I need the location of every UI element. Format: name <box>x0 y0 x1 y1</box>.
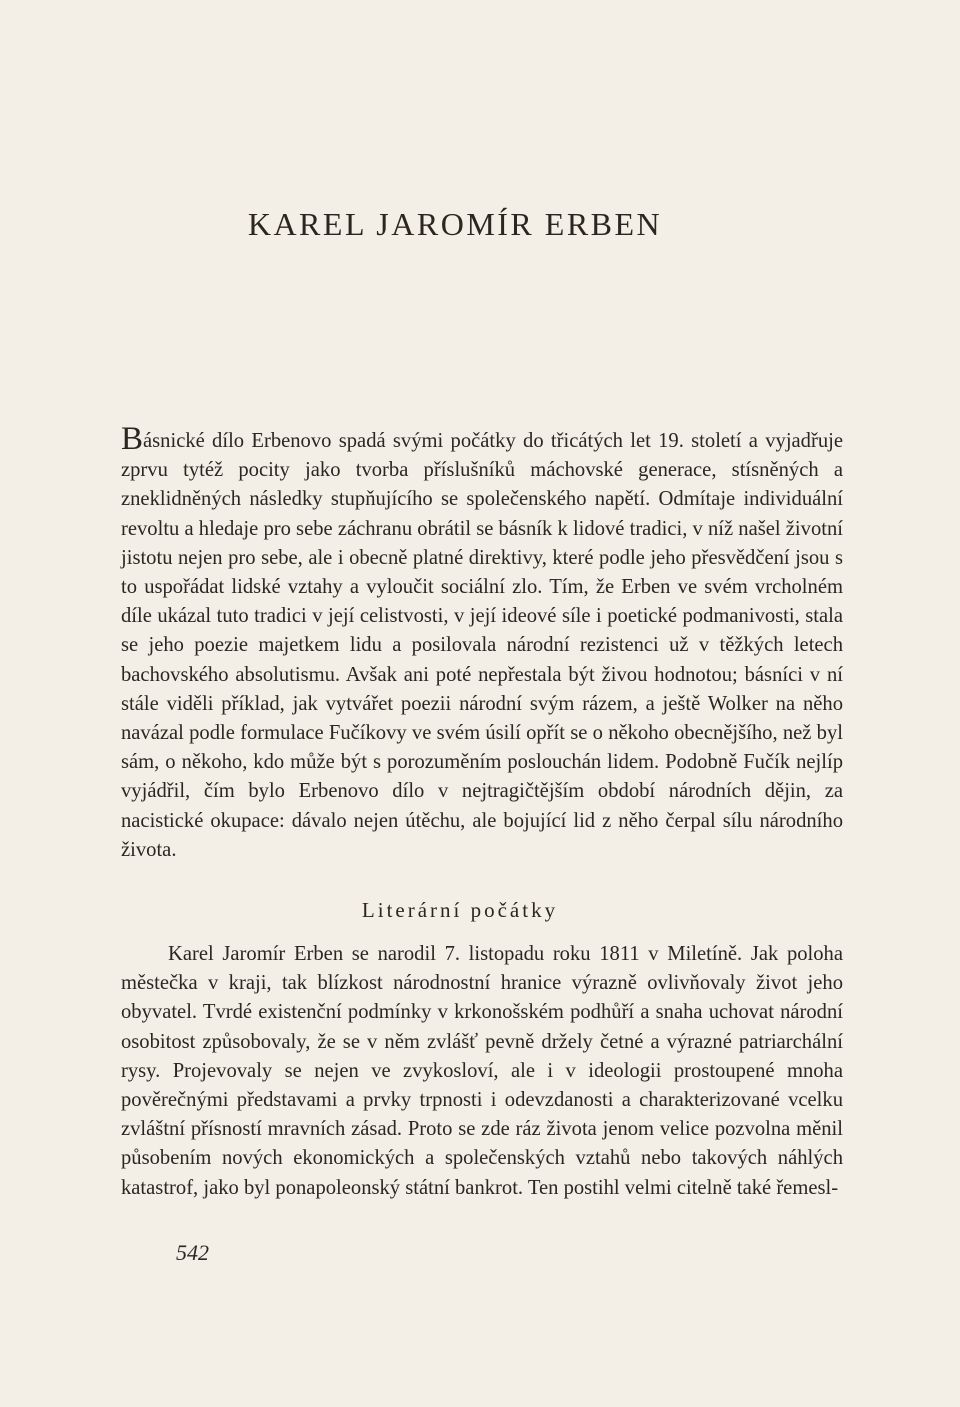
section-heading: Literární počátky <box>361 898 559 922</box>
chapter-title: KAREL JAROMÍR ERBEN <box>247 206 663 242</box>
intro-paragraph <box>121 421 843 865</box>
intro-paragraph-text: ásnické dílo Erbenovo spadá svými počátky do třicátých let 19. století a vyjadřuje zprvu tytéž pocity jako tvorba příslušníků máchovské generace, stísněných a zneklidněných následky stupňujícího se společenského napětí. Odmítaje individuální revoltu a hledaje pro sebe záchranu obrátil se básník k lidové tradici, v níž našel životní jistotu nejen pro sebe, ale i obecně platné direktivy, které podle jeho přesvědčení jsou s to uspořádat lidské vztahy a vyloučit sociální zlo. Tím, že Erben ve svém vrcholném díle ukázal tuto tradici v její celistvosti, v její ideové síle i poetické podmanivosti, stala se jeho poezie majetkem lidu a posilovala národní rezistenci už v těžkých letech bachovského absolutismu. Avšak ani poté nepřestala být živou hodnotou; básníci v ní stále viděli příklad, jak vytvářet poezii národní svým rázem, a ještě Wolker na něho navázal podle formulace Fučíkovy ve svém úsilí opřít se o někoho obecnějšího, než byl sám, o někoho, kdo může být s porozuměním poslouchán lidem. Podobně Fučík nejlíp vyjádřil, čím bylo Erbenovo dílo v nejtragičtějším období národních dějin, za nacistické okupace: dávalo nejen útěchu, ale bojující lid z něho čerpal sílu národního života. <box>121 430 843 861</box>
drop-cap: B <box>121 421 144 457</box>
section-paragraph: Karel Jaromír Erben se narodil 7. listopadu roku 1811 v Miletíně. Jak poloha městečka v kraji, tak blízkost národnostní hranice výrazně ovlivňovaly život jeho obyvatel. Tvrdé existenční podmínky v krkonošském podhůří a snaha uchovat národní osobitost způsobovaly, že se v něm zvlášť pevně držely četné a výrazné patriarchální rysy. Projevovaly se nejen ve zvykosloví, ale i v ideologii prostoupené mnoha pověrečnými představami a prvky trpnosti i odevzdanosti a charakterizované vcelku zvláštní přísností mravních zásad. Proto se zde ráz života jenom velice pozvolna měnil působením nových ekonomických a společenských vztahů nebo takových náhlých katastrof, jako byl ponapoleonský státní bankrot. Ten postihl velmi citelně také řemesl- <box>121 943 843 1199</box>
page-number: 542 <box>176 1240 209 1265</box>
